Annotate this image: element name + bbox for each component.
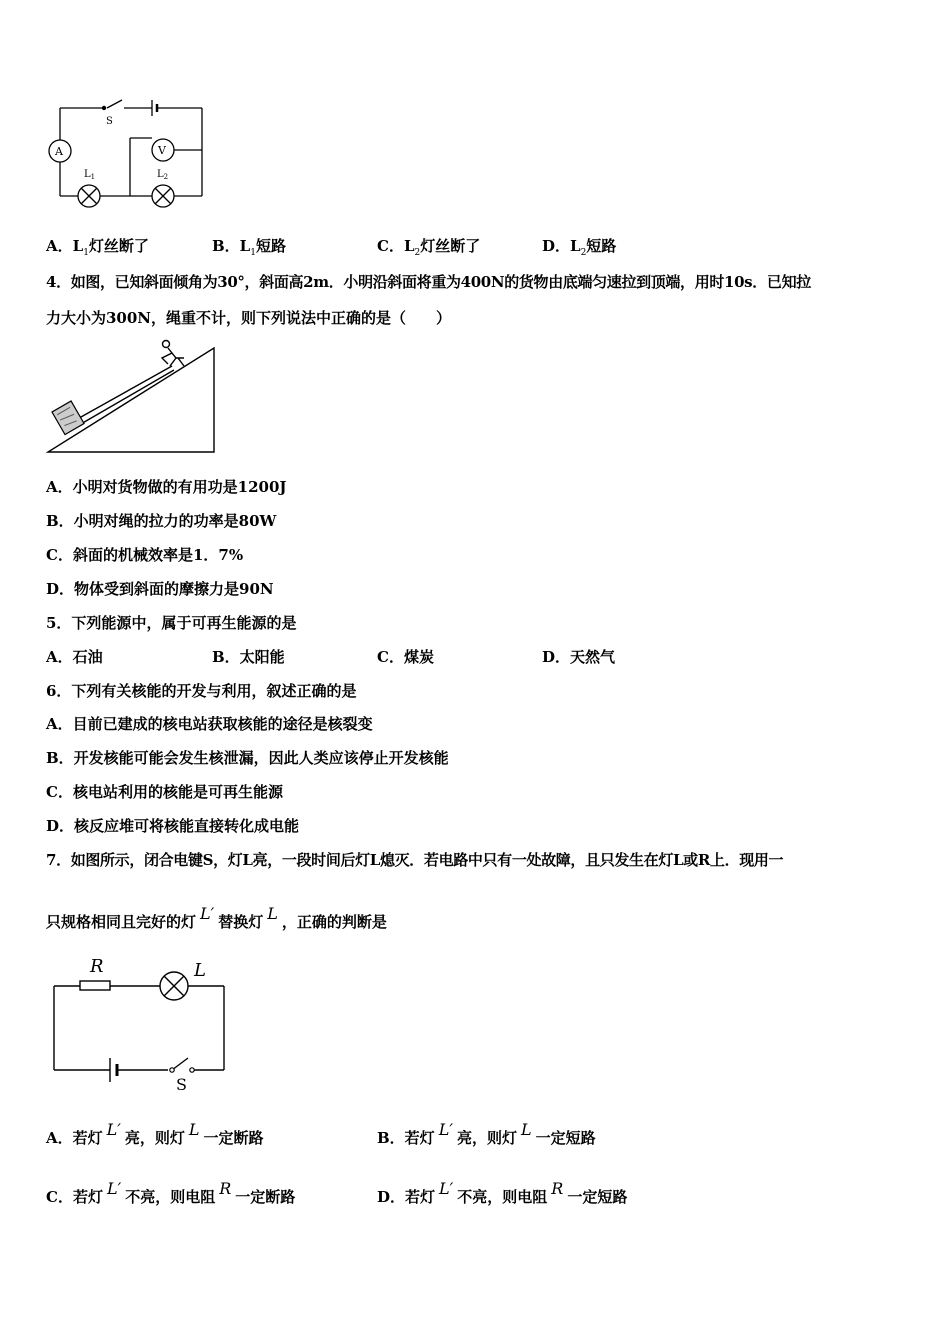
lamp2-label: $L_2$ [157, 169, 169, 181]
q4-option-b[interactable]: B．小明对绳的拉力的功率是80W [46, 512, 277, 530]
lamp-label: L [194, 960, 206, 981]
q3-option-c[interactable]: C．$L_2$灯丝断了 [377, 237, 481, 258]
q5-option-b[interactable]: B．太阳能 [212, 648, 285, 666]
switch-label: S [106, 116, 113, 127]
q4-incline-figure [44, 336, 219, 458]
q3-circuit-diagram [44, 96, 209, 211]
q7-stem-line1: 7．如图所示，闭合电键S，灯L亮，一段时间后灯L熄灭．若电路中只有一处故障，且只发生在灯L或R上．现用一 [46, 851, 784, 869]
q4-option-a[interactable]: A．小明对货物做的有用功是1200J [46, 478, 287, 496]
resistor-label: R [90, 956, 104, 977]
q5-stem: 5．下列能源中，属于可再生能源的是 [46, 614, 297, 632]
q6-option-c[interactable]: C．核电站利用的核能是可再生能源 [46, 783, 283, 801]
q6-stem: 6．下列有关核能的开发与利用，叙述正确的是 [46, 682, 357, 700]
q7-option-c[interactable]: C．若灯 L′ 不亮，则电阻 R 一定断路 [46, 1179, 296, 1206]
q6-option-a[interactable]: A．目前已建成的核电站获取核能的途径是核裂变 [46, 715, 373, 733]
q4-option-c[interactable]: C．斜面的机械效率是1．7% [46, 546, 244, 564]
q7-option-a[interactable]: A．若灯 L′ 亮，则灯 L 一定断路 [46, 1120, 264, 1147]
q4-stem-line2: 力大小为300N，绳重不计，则下列说法中正确的是（ ） [46, 309, 452, 327]
q3-option-d[interactable]: D．$L_2$短路 [542, 237, 617, 258]
q3-option-b[interactable]: B．$L_1$短路 [212, 237, 286, 258]
q4-option-d[interactable]: D．物体受到斜面的摩擦力是90N [46, 580, 274, 598]
voltmeter-label: V [158, 144, 166, 157]
q5-option-c[interactable]: C．煤炭 [377, 648, 434, 666]
q7-stem-line2: 只规格相同且完好的灯 L′ 替换灯 L ，正确的判断是 [46, 904, 387, 931]
q7-option-d[interactable]: D．若灯 L′ 不亮，则电阻 R 一定短路 [377, 1179, 628, 1206]
q3-option-a[interactable]: A．$L_1$灯丝断了 [46, 237, 149, 258]
lamp1-label: $L_1$ [84, 169, 96, 181]
ammeter-label: A [55, 145, 63, 158]
switch-label: S [176, 1075, 187, 1092]
q5-option-a[interactable]: A．石油 [46, 648, 103, 666]
q6-option-d[interactable]: D．核反应堆可将核能直接转化成电能 [46, 817, 300, 835]
q7-option-b[interactable]: B．若灯 L′ 亮，则灯 L 一定短路 [377, 1120, 596, 1147]
q4-stem-line1: 4．如图，已知斜面倾角为30°，斜面高2m．小明沿斜面将重为400N的货物由底端匀速拉到顶端，用时10s．已知拉 [46, 273, 811, 291]
q6-option-b[interactable]: B．开发核能可能会发生核泄漏，因此人类应该停止开发核能 [46, 749, 449, 767]
q5-option-d[interactable]: D．天然气 [542, 648, 616, 666]
q7-circuit-diagram [48, 952, 233, 1092]
